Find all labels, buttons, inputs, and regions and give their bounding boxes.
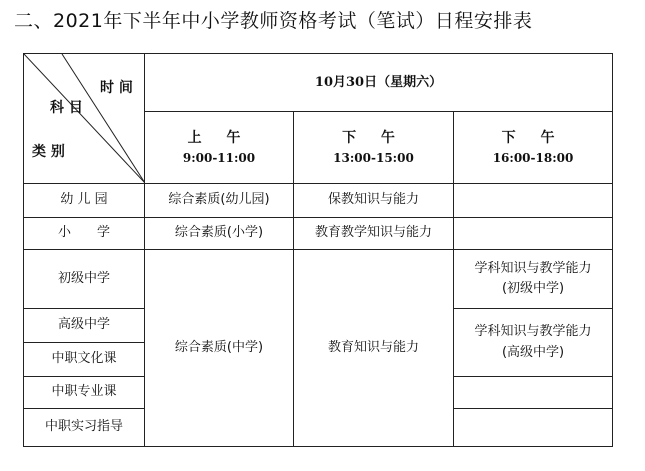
session-time: 9:00-11:00 [182, 151, 256, 166]
subject-level: (高级中学) [501, 344, 565, 360]
subject-cell [454, 377, 613, 409]
page-title: 二、2021年下半年中小学教师资格考试（笔试）日程安排表 [14, 10, 533, 32]
subject-cell: 综合素质(小学) [145, 218, 294, 250]
exam-date-header: 10月30日（星期六） [145, 54, 613, 112]
session-header-1 [145, 112, 294, 184]
corner-time-label: 时 间 [100, 80, 133, 96]
session-header-2 [294, 112, 454, 184]
category-cell: 中职专业课 [24, 377, 145, 409]
subject-cell: 教育教学知识与能力 [294, 218, 454, 250]
subject-cell [454, 184, 613, 218]
corner-subject-label: 科 目 [50, 100, 83, 116]
category-cell: 中职文化课 [24, 343, 145, 377]
subject-name: 学科知识与教学能力 [474, 324, 592, 340]
table-row [24, 250, 613, 309]
category-cell: 初级中学 [24, 250, 145, 309]
subject-cell-middle-s2: 教育知识与能力 [294, 250, 454, 447]
session-time: 16:00-18:00 [492, 151, 574, 166]
subject-cell [454, 309, 613, 377]
category-cell: 幼 儿 园 [24, 184, 145, 218]
corner-category-label: 类 别 [32, 144, 65, 160]
session-time: 13:00-15:00 [333, 151, 414, 166]
session-name: 下 午 [501, 129, 565, 146]
subject-cell: 保教知识与能力 [294, 184, 454, 218]
subject-cell-middle-s1: 综合素质(中学) [145, 250, 294, 447]
subject-cell [454, 409, 613, 447]
subject-cell: 综合素质(幼儿园) [145, 184, 294, 218]
session-name: 下 午 [342, 129, 405, 146]
corner-header-cell [24, 54, 145, 184]
subject-level: (初级中学) [501, 281, 565, 296]
subject-name: 学科知识与教学能力 [474, 260, 592, 276]
subject-cell [454, 218, 613, 250]
category-cell: 小 学 [24, 218, 145, 250]
category-cell: 高级中学 [24, 309, 145, 343]
schedule-table [23, 53, 613, 447]
table-row [24, 218, 613, 250]
session-header-3 [454, 112, 613, 184]
subject-cell [454, 250, 613, 309]
category-cell: 中职实习指导 [24, 409, 145, 447]
session-name: 上 午 [187, 129, 251, 146]
table-row [24, 184, 613, 218]
